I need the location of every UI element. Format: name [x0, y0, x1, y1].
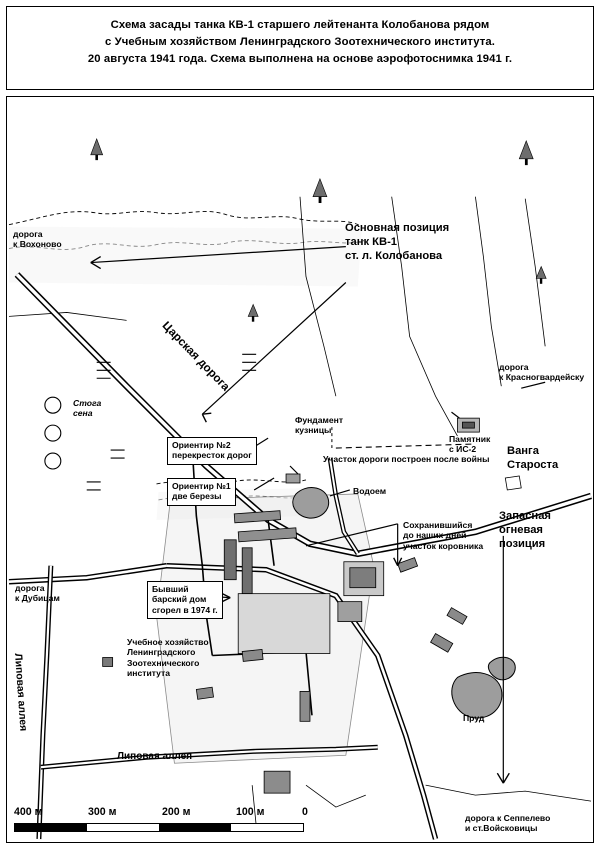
label-cowshed: Сохранившийся до наших дней участок коровника — [403, 520, 484, 551]
haystack-symbols — [45, 397, 61, 469]
direction-seppelevo: дорога к Сеппелево и ст.Войсковицы — [465, 813, 551, 834]
road-to-dubitsy — [9, 566, 166, 582]
label-reserve-position: Запасная огневая позиция — [499, 510, 551, 550]
label-monument: Памятник с ИС-2 — [449, 434, 491, 455]
road-label-lipovaya-vertical: Липовая аллея — [12, 653, 29, 732]
label-landmark-1: Ориентир №1 две березы — [167, 478, 236, 506]
label-haystacks: Стога сена — [73, 398, 102, 419]
label-prud: Пруд — [463, 713, 485, 723]
road-label-tsarskaya: Царская дорога — [159, 319, 233, 394]
label-manor-house: Бывший барский дом сгорел в 1974 г. — [147, 581, 223, 619]
label-smithy-foundation: Фундамент кузницы — [295, 415, 344, 436]
scale-tick-3: 100 м — [236, 806, 265, 818]
direction-dubitsy: дорога к Дубицам — [15, 583, 60, 604]
title-block — [6, 6, 594, 90]
road-lipovaya-alleya-vertical — [39, 566, 51, 839]
label-vanga-starosta: Ванга Староста — [507, 445, 559, 471]
label-main-position: Основная позиция танк КВ-1 ст. л. Колобанова — [345, 222, 450, 262]
direction-vokhonovo: дорога к Вохоново — [13, 229, 62, 250]
scale-tick-2: 200 м — [162, 806, 191, 818]
scale-tick-1: 300 м — [88, 806, 117, 818]
scale-bar-graphic — [14, 823, 304, 832]
road-label-lipovaya-horizontal: Липовая аллея — [117, 751, 193, 762]
label-farm: Учебное хозяйство Ленинградского Зоотехнического института — [127, 637, 209, 679]
label-vodoem: Водоем — [353, 486, 387, 496]
title-line-2: с Учебным хозяйством Ленинградского Зоотехнического института. — [104, 36, 496, 48]
scale-bar — [14, 806, 314, 840]
scale-tick-4: 0 — [302, 806, 308, 818]
map-graphics — [7, 97, 593, 842]
field-areas — [9, 227, 362, 520]
scale-tick-0: 400 м — [14, 806, 43, 818]
title-line-1: Схема засады танка КВ-1 старшего лейтенанта Колобанова рядом — [110, 19, 490, 31]
map-frame — [6, 96, 594, 843]
direction-krasnogvardeysk: дорога к Красногвардейску — [499, 362, 585, 383]
label-landmark-2: Ориентир №2 перекресток дорог — [167, 437, 257, 465]
label-postwar-road: Участок дороги построен после войны — [323, 454, 490, 464]
title-line-3: 20 августа 1941 года. Схема выполнена на основе аэрофотоснимка 1941 г. — [87, 53, 513, 65]
